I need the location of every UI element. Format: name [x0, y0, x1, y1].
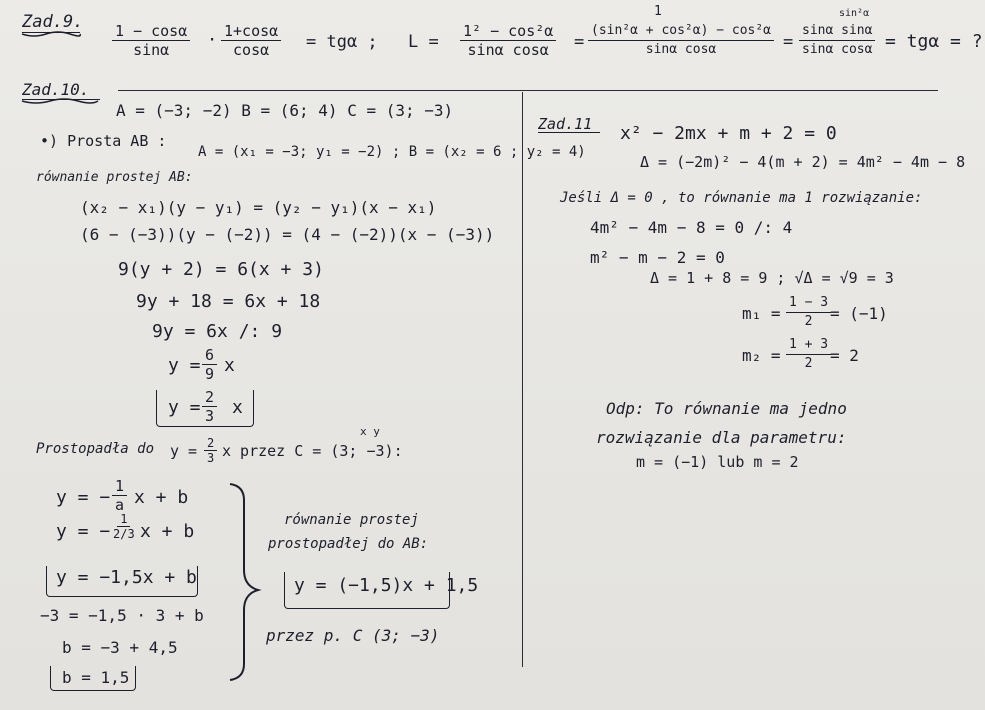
- task11-label: Zad.11: [538, 115, 593, 133]
- fraction-denominator: sinα: [133, 41, 170, 59]
- task11-label-underline: [538, 132, 600, 133]
- perp-step-2-fraction: [110, 512, 138, 541]
- task9-label: Zad.9.: [22, 12, 84, 32]
- fraction-denominator: 9: [205, 365, 215, 383]
- task9-result: = tgα = ?: [885, 31, 983, 52]
- task10-perp-y: y =: [170, 442, 198, 460]
- equals-sign: =: [574, 32, 585, 52]
- task10-points: A = (−3; −2) B = (6; 4) C = (3; −3): [116, 101, 454, 120]
- task10-coords: A = (x₁ = −3; y₁ = −2) ; B = (x₂ = 6 ; y₂ = 4): [198, 144, 586, 160]
- fraction-denominator: 2: [804, 356, 813, 371]
- task10-line-ab-label: •) Prosta AB :: [40, 132, 167, 150]
- task11-m1-fraction: [786, 294, 831, 331]
- task9-one-annotation: 1: [654, 4, 662, 19]
- task11-step-3: Δ = 1 + 8 = 9 ; √Δ = √9 = 3: [650, 269, 894, 287]
- task11-answer-3: m = (−1) lub m = 2: [636, 453, 799, 471]
- task10-step-2: (6 − (−3))(y − (−2)) = (4 − (−2))(x − (−3)): [80, 225, 495, 244]
- task10-eq-label: równanie prostej AB:: [36, 170, 193, 185]
- task11-m2-post: = 2: [830, 346, 859, 365]
- task10-x: x: [224, 355, 235, 376]
- perp-step-1-post: x + b: [134, 487, 189, 508]
- fraction-denominator: sinα cosα: [645, 42, 717, 57]
- perp-step-6: b = 1,5: [62, 668, 130, 687]
- fraction-numerator: 2: [202, 388, 217, 407]
- task10-fraction-6-9: [202, 346, 217, 383]
- fraction-numerator: sinα sinα: [799, 22, 875, 41]
- task9-fraction-5: [799, 22, 875, 59]
- task10-step-4: 9y + 18 = 6x + 18: [136, 291, 321, 312]
- fraction-numerator: 1: [117, 512, 130, 527]
- perp-step-4: −3 = −1,5 · 3 + b: [40, 606, 204, 625]
- task11-m2-pre: m₂ =: [742, 346, 781, 365]
- task10-perp-label: Prostopadła do: [36, 441, 155, 457]
- perp-step-2-pre: y = −: [56, 521, 111, 542]
- fraction-denominator: sinα cosα: [802, 42, 873, 57]
- task10-y-eq-final: y =: [168, 397, 201, 418]
- vertical-divider: [522, 92, 523, 667]
- perp-result-box: [284, 572, 450, 609]
- horizontal-divider: [118, 90, 938, 91]
- task9-fraction-4: [588, 22, 774, 59]
- fraction-numerator: (sin²α + cos²α) − cos²α: [588, 22, 774, 41]
- perp-step-6-box: [50, 666, 136, 691]
- perp-step-1-pre: y = −: [56, 487, 111, 508]
- perp-step-3: y = −1,5x + b: [56, 567, 197, 588]
- fraction-numerator: 2: [204, 436, 217, 451]
- task9-lhs: L =: [408, 32, 439, 52]
- perp-result-label-1: równanie prostej: [284, 512, 419, 528]
- perp-step-5: b = −3 + 4,5: [62, 638, 178, 657]
- fraction-numerator: 6: [202, 346, 217, 365]
- fraction-denominator: sinα cosα: [467, 41, 549, 59]
- perp-step-1-fraction: [112, 477, 127, 514]
- fraction-denominator: 3: [207, 451, 215, 465]
- task10-perp-rest: x przez C = (3; −3):: [222, 442, 403, 460]
- task10-label-underline: [22, 99, 100, 100]
- task11-m1-pre: m₁ =: [742, 304, 781, 323]
- task10-step-3: 9(y + 2) = 6(x + 3): [118, 259, 324, 280]
- perp-result-label-2: prostopadłej do AB:: [268, 536, 429, 552]
- task10-perp-fraction: [204, 436, 217, 465]
- task9-fraction-3: [460, 22, 556, 59]
- fraction-numerator: 1: [112, 477, 127, 496]
- task10-xy-annotation: x y: [360, 425, 380, 438]
- fraction-numerator: 1² − cos²α: [460, 22, 556, 41]
- task9-label-underline: [22, 32, 80, 33]
- multiply-dot: ·: [207, 30, 218, 50]
- task9-equals-tg: = tgα ;: [306, 32, 378, 52]
- fraction-denominator: 3: [205, 407, 215, 425]
- task11-answer-2: rozwiązanie dla parametru:: [596, 428, 847, 447]
- fraction-numerator: 1 − cosα: [112, 22, 190, 41]
- fraction-denominator: 2/3: [113, 527, 135, 541]
- task11-step-1: 4m² − 4m − 8 = 0 /: 4: [590, 218, 793, 237]
- task11-step-2: m² − m − 2 = 0: [590, 248, 725, 267]
- fraction-denominator: cosα: [233, 41, 270, 59]
- fraction-numerator: 1 − 3: [786, 294, 831, 313]
- curly-brace: [230, 484, 258, 680]
- perp-result-equation: y = (−1,5)x + 1,5: [294, 575, 479, 596]
- task11-answer-1: Odp: To równanie ma jedno: [606, 399, 847, 418]
- task10-step-1: (x₂ − x₁)(y − y₁) = (y₂ − y₁)(x − x₁): [80, 198, 437, 217]
- fraction-denominator: a: [115, 496, 125, 514]
- task10-step-5: 9y = 6x /: 9: [152, 321, 283, 342]
- perp-step-3-box: [46, 566, 198, 597]
- task10-result-box: [156, 390, 254, 427]
- task10-y-eq: y =: [168, 355, 201, 376]
- perp-step-2-post: x + b: [140, 521, 195, 542]
- perp-result-through: przez p. C (3; −3): [266, 626, 440, 645]
- task11-condition: Jeśli Δ = 0 , to równanie ma 1 rozwiązanie:: [560, 190, 923, 206]
- task10-label: Zad.10.: [22, 80, 90, 99]
- equals-sign: =: [783, 32, 794, 52]
- task9-fraction-2: [221, 22, 281, 59]
- fraction-numerator: 1 + 3: [786, 336, 831, 355]
- task9-sin2-annotation: sin²α: [839, 8, 870, 19]
- task11-equation: x² − 2mx + m + 2 = 0: [620, 123, 837, 144]
- fraction-denominator: 2: [804, 314, 813, 329]
- task11-m2-fraction: [786, 336, 831, 373]
- task11-delta: Δ = (−2m)² − 4(m + 2) = 4m² − 4m − 8: [640, 153, 966, 171]
- task11-m1-post: = (−1): [830, 304, 888, 323]
- task9-fraction-1: [112, 22, 190, 59]
- task10-x-final: x: [232, 397, 243, 418]
- fraction-numerator: 1+cosα: [221, 22, 281, 41]
